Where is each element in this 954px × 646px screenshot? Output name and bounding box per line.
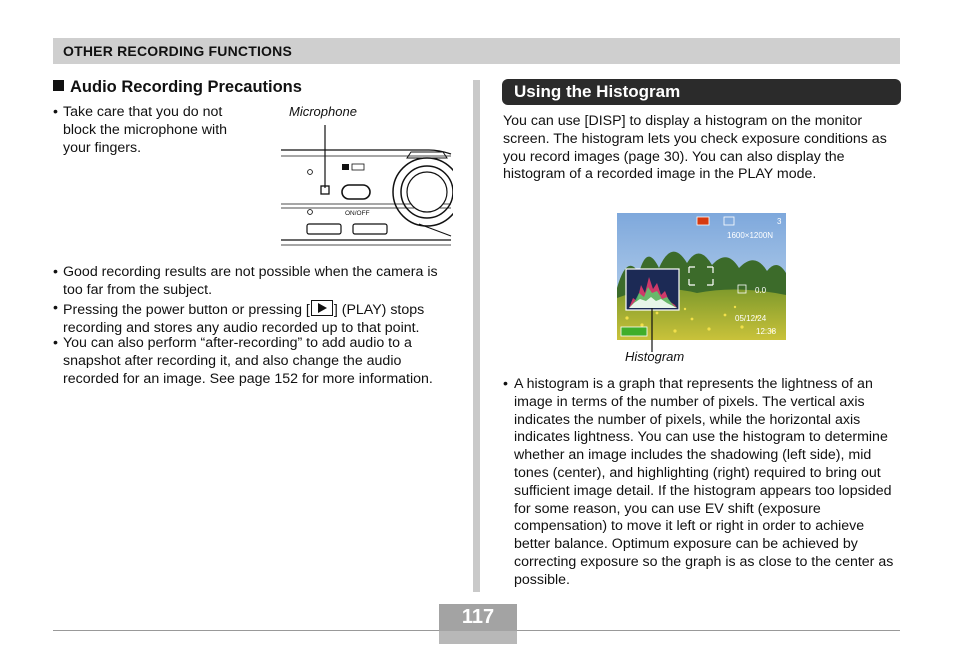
osd-time: 12:38 <box>756 327 777 336</box>
histogram-intro-paragraph: You can use [DISP] to display a histogram on the monitor screen. The histogram lets you check exposure conditions as you record images (page 30). You can also display the histogram of a recorded image in the PLAY mode. <box>503 113 887 183</box>
osd-ev: 0.0 <box>755 286 767 295</box>
page-number: 117 <box>461 606 495 628</box>
histogram-leader-line <box>650 308 654 352</box>
monitor-screen-image <box>617 213 786 340</box>
bullet-microphone: • Take care that you do not block the microphone with your fingers. <box>53 104 228 156</box>
microphone-label: Microphone <box>289 104 357 119</box>
bullet-after-recording: • You can also perform “after-recording” to add audio to a snapshot after recording it, and also change the audio recorded for an image. See page 152 for more information. <box>53 335 433 387</box>
audio-precautions-heading: Audio Recording Precautions <box>53 78 302 97</box>
camera-top-illustration <box>279 120 453 248</box>
bullet-histogram-explanation: • A histogram is a graph that represents the lightness of an image in terms of the number of pixels. The vertical axis indicates the number of pixels, while the horizontal axis indicates lightness. You can use the histogram to determine whether an image includes the shadowing (left side), mid tones (center), and highlighting (right) required to bring out sufficient image detail. If the histogram appears too lopsided for some reason, you can use EV shift (exposure compensation) to move it left or right in order to achieve better balance. Optimum exposure can be achieved by correcting exposure so the graph is as close to the center as possible. <box>503 376 894 588</box>
bullet-distance: • Good recording results are not possible when the camera is too far from the subject. <box>53 264 438 298</box>
bullet-power-button: • Pressing the power button or pressing [ ] (PLAY) stops recording and stores any audio recorded up to that point. <box>53 300 425 336</box>
osd-date: 05/12/24 <box>735 314 767 323</box>
histogram-heading: Using the Histogram <box>514 82 681 101</box>
square-bullet-icon <box>53 80 64 91</box>
osd-resolution: 1600×1200N <box>727 231 774 240</box>
osd-count: 3 <box>777 217 782 226</box>
column-divider <box>473 80 480 592</box>
section-title: OTHER RECORDING FUNCTIONS <box>63 43 292 59</box>
histogram-heading-bar <box>502 79 901 105</box>
on-off-text: ON/OFF <box>345 210 370 217</box>
header-bar <box>53 38 900 64</box>
histogram-label: Histogram <box>625 349 685 364</box>
page-number-box <box>439 604 517 644</box>
play-icon <box>311 300 333 316</box>
